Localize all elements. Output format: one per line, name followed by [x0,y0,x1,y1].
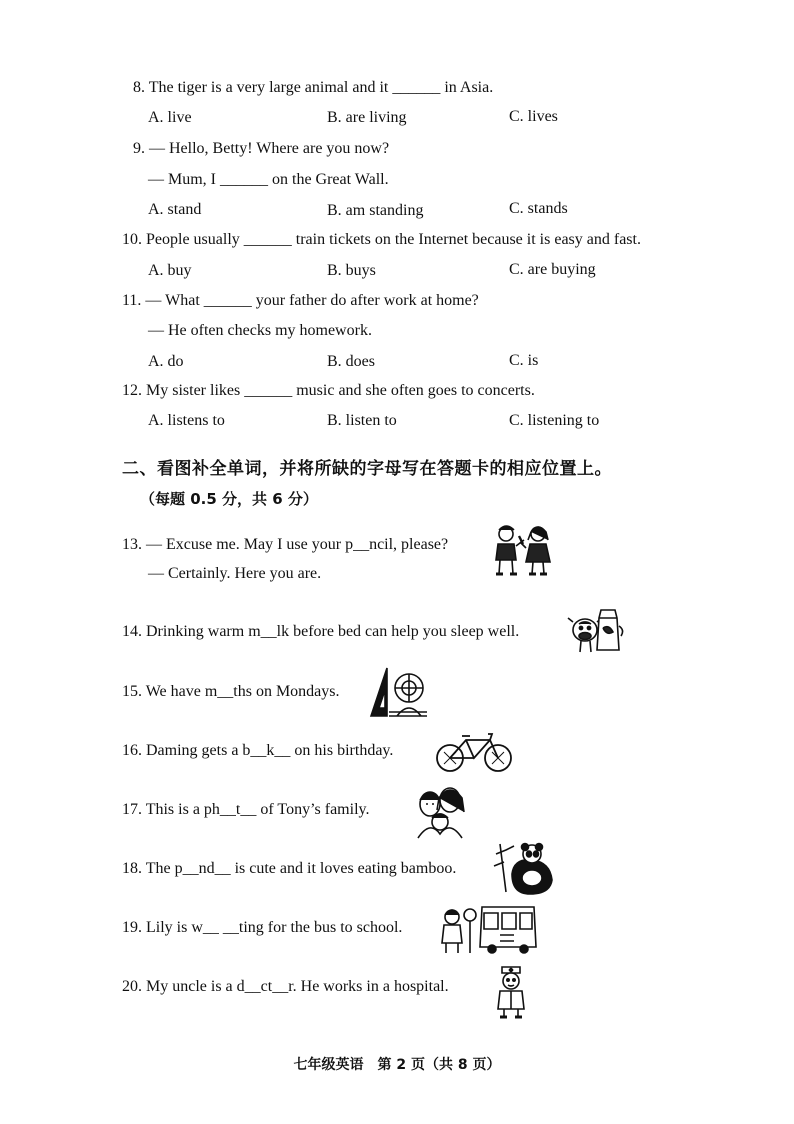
q10-option-b: B. buys [327,262,376,279]
bicycle-icon [432,730,516,774]
q11-option-c: C. is [509,352,539,369]
q12-option-c: C. listening to [509,412,600,429]
q16-line1: 16. Daming gets a b__k__ on his birthday. [122,742,394,759]
q17-line1: 17. This is a ph__t__ of Tony’s family. [122,801,370,818]
q15-line1: 15. We have m__ths on Mondays. [122,683,340,700]
q9-option-b: B. am standing [327,202,424,219]
q9-stem: 9. — Hello, Betty! Where are you now? [133,140,390,157]
q12-option-b: B. listen to [327,412,397,429]
q11-stem: 11. — What ______ your father do after work at home? [122,292,479,309]
q18-line1: 18. The p__nd__ is cute and it loves eating bamboo. [122,860,457,877]
family-photo-icon [410,782,468,840]
q9-stem-reply: — Mum, I ______ on the Great Wall. [148,171,389,188]
q10-option-a: A. buy [148,262,192,279]
milk-cow-icon [567,604,625,658]
q10-stem: 10. People usually ______ train tickets on the Internet because it is easy and fast. [122,231,641,248]
q12-stem: 12. My sister likes ______ music and she often goes to concerts. [122,382,535,399]
q13-line1: 13. — Excuse me. May I use your p__ncil, please? [122,536,449,553]
q12-option-a: A. listens to [148,412,225,429]
page-footer: 七年级英语 第 2 页（共 8 页） [293,1057,501,1073]
q20-line1: 20. My uncle is a d__ct__r. He works in a hospital. [122,978,449,995]
q8-option-b: B. are living [327,109,407,126]
section2-note: （每题 0.5 分，共 6 分） [140,490,318,508]
q10-option-c: C. are buying [509,261,596,278]
q8-stem: 8. The tiger is a very large animal and it ______ in Asia. [133,79,494,96]
q19-line1: 19. Lily is w__ __ting for the bus to school. [122,919,403,936]
q9-option-a: A. stand [148,201,202,218]
q11-option-b: B. does [327,353,375,370]
section2-title: 二、看图补全单词，并将所缺的字母写在答题卡的相应位置上。 [122,459,612,479]
q8-option-a: A. live [148,109,192,126]
children-pencil-icon [490,522,556,578]
bus-stop-icon [436,901,540,955]
q11-option-a: A. do [148,353,184,370]
q14-line1: 14. Drinking warm m__lk before bed can help you sleep well. [122,623,520,640]
doctor-icon [494,961,528,1019]
q13-line2: — Certainly. Here you are. [148,565,322,582]
q11-stem-reply: — He often checks my homework. [148,322,372,339]
q9-option-c: C. stands [509,200,568,217]
panda-icon [492,840,556,896]
math-tools-icon [367,664,429,720]
q8-option-c: C. lives [509,108,558,125]
